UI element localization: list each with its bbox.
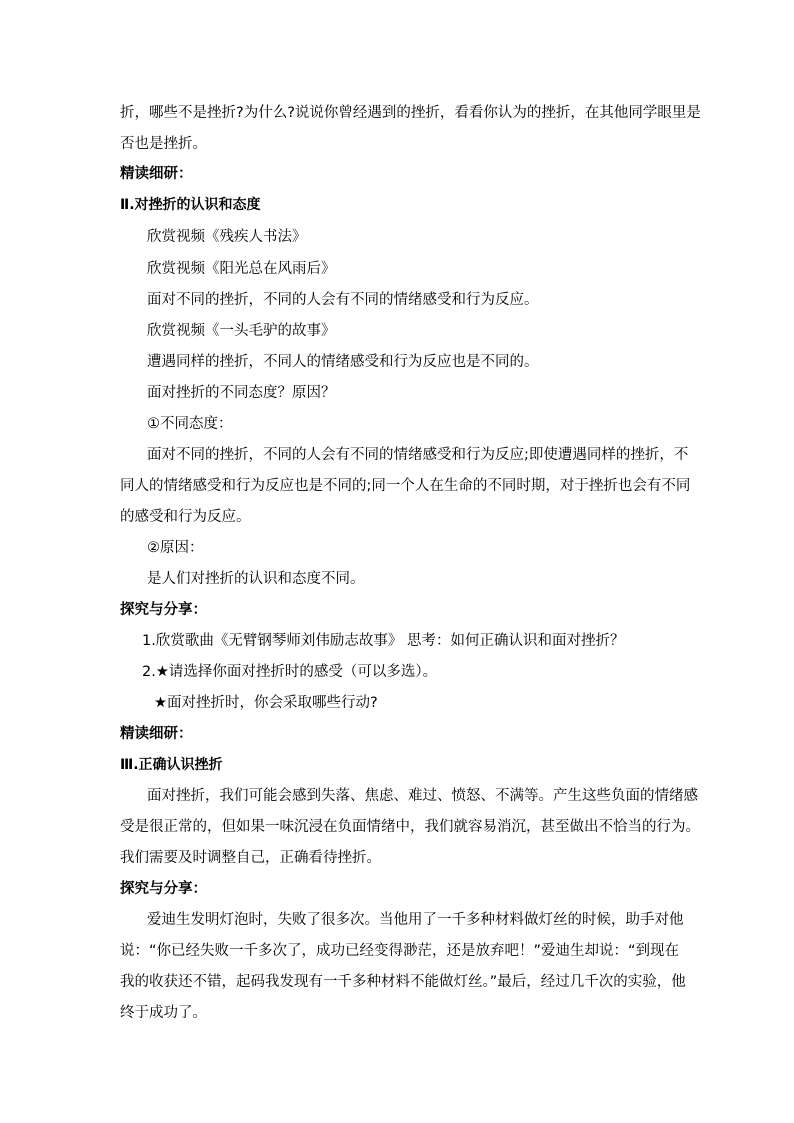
text-line: ①不同态度： <box>147 416 233 432</box>
text-line: ★面对挫折时，你会采取哪些行动? <box>154 695 378 711</box>
text-line: 1.欣赏歌曲《无臂钢琴师刘伟励志故事》 思考：如何正确认识和面对挫折？ <box>142 633 625 649</box>
section-subheading: Ⅲ.正确认识挫折 <box>120 757 223 773</box>
text-line: 说：“你已经失败一千多次了，成功已经变得渺茫，还是放弃吧！”爱迪生却说：“到现在 <box>120 943 680 959</box>
section-heading: 精读细研： <box>120 726 193 742</box>
text-line: 是人们对挫折的认识和态度不同。 <box>147 571 365 587</box>
text-line: 2.★请选择你面对挫折时的感受（可以多选）。 <box>142 664 438 680</box>
text-line: ②原因： <box>147 540 204 556</box>
section-heading: 探究与分享： <box>120 881 207 897</box>
text-line: 面对挫折的不同态度？原因？ <box>147 385 336 401</box>
text-line: 欣赏视频《一头毛驴的故事》 <box>147 323 336 339</box>
text-line: 欣赏视频《残疾人书法》 <box>147 229 307 245</box>
text-line: 的感受和行为反应。 <box>120 509 251 525</box>
text-line: 面对挫折，我们可能会感到失落、焦虑、难过、愤怒、不满等。产生这些负面的情绪感 <box>147 788 698 804</box>
text-line: 终于成功了。 <box>120 1005 207 1021</box>
text-line: 同人的情绪感受和行为反应也是不同的;同一个人在生命的不同时期，对于挫折也会有不同 <box>120 478 691 494</box>
section-subheading: Ⅱ.对挫折的认识和态度 <box>120 197 261 213</box>
text-line: 遭遇同样的挫折，不同人的情绪感受和行为反应也是不同的。 <box>147 354 539 370</box>
text-line: 面对不同的挫折，不同的人会有不同的情绪感受和行为反应。 <box>147 292 539 308</box>
section-heading: 探究与分享： <box>120 602 207 618</box>
text-line: 受是很正常的，但如果一味沉浸在负面情绪中，我们就容易消沉，甚至做出不恰当的行为。 <box>120 819 700 835</box>
text-line: 爱迪生发明灯泡时，失败了很多次。当他用了一千多种材料做灯丝的时候，助手对他 <box>147 912 684 928</box>
section-heading: 精读细研： <box>120 166 193 182</box>
text-line: 折，哪些不是挫折?为什么?说说你曾经遇到的挫折，看看你认为的挫折，在其他同学眼里是 <box>120 105 701 121</box>
text-line: 欣赏视频《阳光总在风雨后》 <box>147 261 336 277</box>
text-line: 我的收获还不错，起码我发现有一千多种材料不能做灯丝。”最后，经过几千次的实验，他 <box>120 974 686 990</box>
text-line: 面对不同的挫折，不同的人会有不同的情绪感受和行为反应;即使遭遇同样的挫折，不 <box>147 447 689 463</box>
text-line: 我们需要及时调整自己，正确看待挫折。 <box>120 850 381 866</box>
text-line: 否也是挫折。 <box>120 136 207 152</box>
